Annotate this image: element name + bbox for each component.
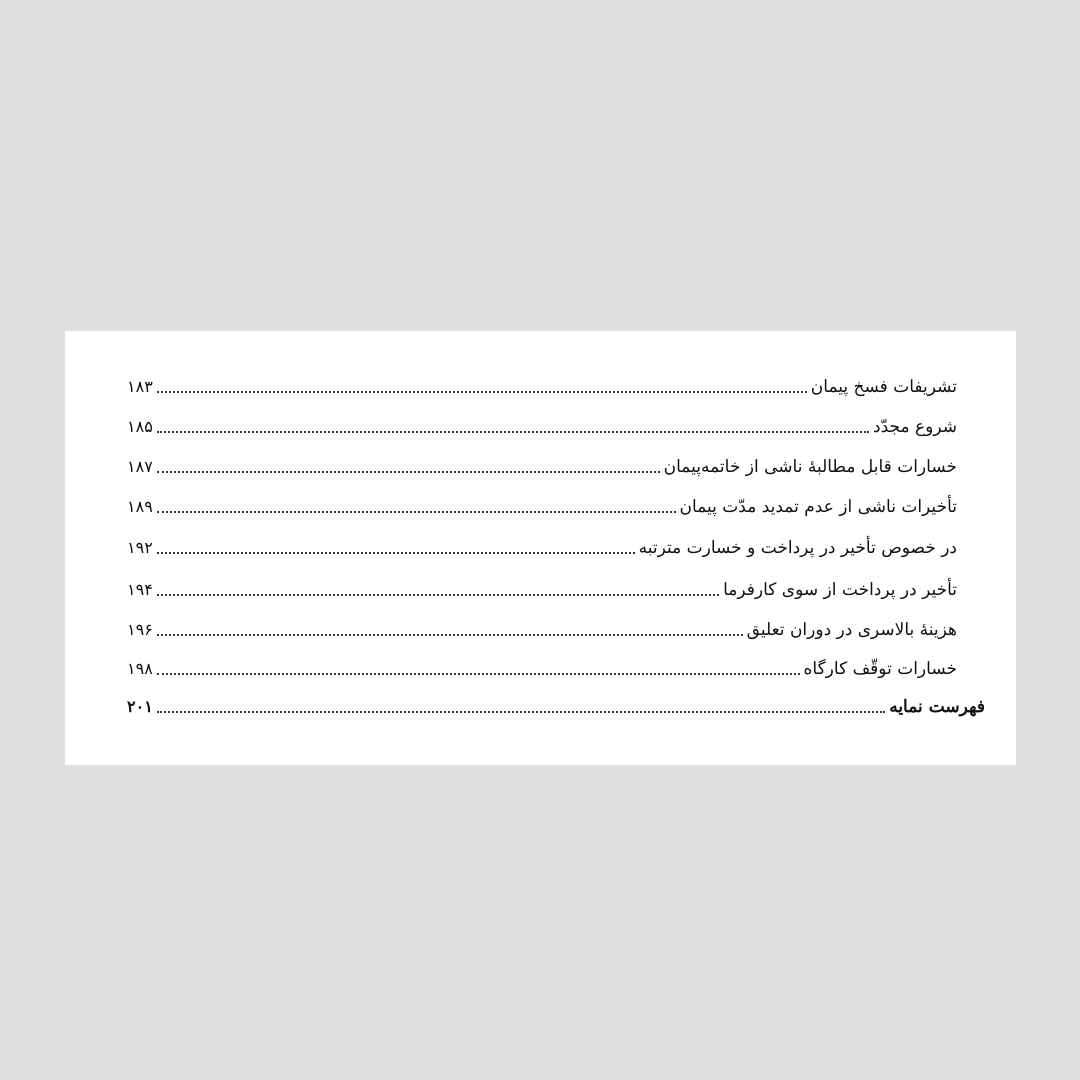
- toc-entry-page: ۱۸۷: [127, 457, 153, 476]
- toc-entry: [127, 530, 957, 560]
- toc-entry-title: هزینهٔ بالاسری در دوران تعلیق: [746, 620, 957, 640]
- toc-entry: [127, 489, 957, 519]
- dot-leader: [157, 711, 885, 713]
- toc-entry: [127, 409, 957, 439]
- toc-entry: [127, 651, 957, 681]
- toc-entry-page: ۱۹۸: [127, 659, 153, 678]
- toc-entry: [127, 612, 957, 642]
- toc-entry-title: تشریفات فسخ پیمان: [810, 377, 957, 397]
- toc-entry-page: ۲۰۱: [127, 697, 153, 716]
- dot-leader: [157, 511, 676, 513]
- toc-entry: [127, 572, 957, 602]
- dot-leader: [157, 471, 660, 473]
- dot-leader: [157, 673, 800, 675]
- dot-leader: [157, 634, 743, 636]
- toc-entry-page: ۱۹۲: [127, 538, 153, 557]
- toc-entry-page: ۱۸۹: [127, 497, 153, 516]
- toc-entry-index: [127, 689, 985, 719]
- toc-entry: [127, 369, 957, 399]
- toc-entry-page: ۱۹۴: [127, 580, 153, 599]
- toc-entry-title: در خصوص تأخیر در پرداخت و خسارت مترتبه: [638, 538, 957, 558]
- dot-leader: [157, 594, 719, 596]
- toc-entry-title: شروع مجدّد: [873, 417, 957, 437]
- toc-entry-page: ۱۹۶: [127, 620, 153, 639]
- toc-entry-title: فهرست نمایه: [889, 697, 985, 717]
- toc-entry-title: تأخیرات ناشی از عدم تمدید مدّت پیمان: [679, 497, 957, 517]
- document-page: [65, 331, 1016, 765]
- dot-leader: [157, 552, 635, 554]
- toc-entry-page: ۱۸۳: [127, 377, 153, 396]
- table-of-contents: [65, 331, 1016, 765]
- dot-leader: [157, 391, 807, 393]
- dot-leader: [157, 431, 869, 433]
- toc-entry-title: تأخیر در پرداخت از سوی کارفرما: [723, 580, 957, 600]
- toc-entry-page: ۱۸۵: [127, 417, 153, 436]
- toc-entry-title: خسارات قابل مطالبهٔ ناشی از خاتمه‌پیمان: [663, 457, 957, 477]
- toc-entry: [127, 449, 957, 479]
- toc-entry-title: خسارات توقّف کارگاه: [803, 659, 957, 679]
